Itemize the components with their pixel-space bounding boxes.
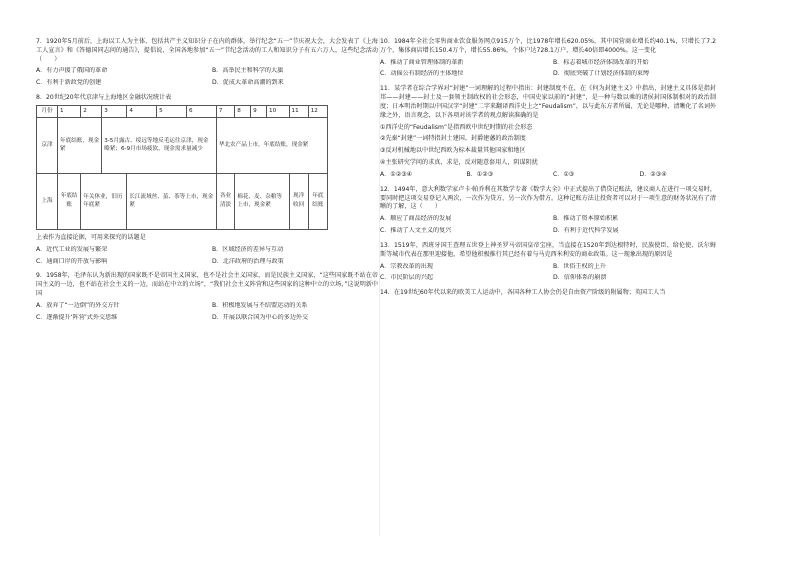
question-9-options: [36, 302, 378, 323]
option-a: A．顺应了商品经济的发展: [380, 215, 452, 223]
question-14: [380, 289, 716, 298]
question-7-stem: 7．1920年5月前后，上海以工人为主体，包括共产主义知识分子在内的群体，举行纪念“五一”节庆祝大会，大会发表了《上海工人宣言》和《答德国同志问的通告》，提倡说，全国各地参加“五一”节纪念活动的工人和知识分子有五六万人，这些纪念活动（ ）: [36, 38, 378, 63]
option-a: A．有力声援了俄国的革命: [36, 67, 108, 75]
month-cell: 3: [102, 105, 127, 117]
statement-1: ①西洋史的“Feudalism”是指西欧中世纪时期的社会形态: [380, 123, 533, 131]
option-b: B．积极地发展与不结盟运动的关系: [212, 301, 308, 309]
month-cell: 8: [235, 105, 251, 117]
month-cell: 5: [157, 105, 187, 117]
question-9: [36, 272, 378, 322]
question-10-options: [380, 59, 716, 80]
table-cell: 年底结账: [58, 173, 81, 229]
month-cell: 1: [58, 105, 81, 117]
table-row-shanghai: [37, 173, 328, 229]
option-c: C．逐渐提升‘阵营’式外交思维: [36, 313, 118, 321]
month-cell: 6: [187, 105, 217, 117]
option-b: B．推动了资本原始积累: [553, 215, 619, 223]
right-column: [380, 38, 716, 300]
option-b: B．区域经济的差异与互动: [212, 245, 284, 253]
option-a: A．近代工业的发展与繁荣: [36, 245, 108, 253]
option-c: C．市民阶层的兴起: [380, 274, 434, 282]
option-a: A．①②③④: [380, 170, 413, 178]
statement-2: ②先秦“封建”一词特指封土建国、封爵建藩的政治制度: [380, 135, 526, 143]
left-column: [36, 38, 378, 329]
option-c: C．有利于新政党的创建: [36, 79, 102, 87]
option-c: C．①③: [553, 170, 575, 178]
table-row-jingjin: [37, 117, 328, 173]
question-10-stem: 10．1984年全社会零售商业饮食服务网点915万个，比1978年增长620.05%，其中国营商业增长约40.1%，只增长了7.2万个，集体商店增长150.4万个，增长55.86%，个体户达728.1万户，增长40倍即4000%。这一变化: [380, 38, 716, 54]
option-d: D．开展以联合国为中心的多边外交: [212, 313, 309, 321]
option-d: D．信仰体系的崩溃: [553, 274, 607, 282]
month-cell: 2: [81, 105, 102, 117]
option-d: D．促成大革命高潮的到来: [212, 79, 284, 87]
month-cell: 9: [251, 105, 267, 117]
table-cell: 3-5月露古、绥远等地反毛运往京津，现金略紧；6-9月市场疲软，现金需求量减少: [102, 117, 217, 173]
statement-4: ④主张研究学问的求真、求是，反对随意套用人，阴谋阴扰: [380, 159, 538, 167]
table-cell: 棉花、麦、杂粮等上市，现金紧: [235, 173, 289, 229]
question-10: [380, 38, 716, 79]
table-cell: 长江流域丝、茧、茶等上市，现金紧: [127, 173, 217, 229]
option-a: A．放弃了“一边倒”的外交方针: [36, 301, 120, 309]
question-11-options: [380, 171, 716, 180]
option-c: C．推动了人文主义的复兴: [380, 227, 452, 235]
option-b: B．世俗王权的上升: [553, 262, 606, 270]
question-13: [380, 242, 716, 283]
table-cell: 现洋收回: [289, 173, 308, 229]
option-c: C．动摇公有制经济的主体地位: [380, 70, 464, 78]
question-11-stem: 11．某学者在综合学界对“封建”一词理解的过程中指出：封建制度不在，在《何为封建主义》中指出，封建主义具体是指封邦——封建——封土及一套领主制政权的社会形态，中国史家以前的“封建”，是一种与数以乘的诸侯封国体制相对的政治制度；日本明治时期以中国汉字“封建”二字来翻译西洋史上之“Feudalism”，以与此东方者所属，无论是哪种，清晰化了名词外缘之外，语言观念，以下各项对该学者的观点解读准确的是: [380, 85, 717, 119]
option-b: B．高举民主和科学的大旗: [212, 67, 284, 75]
month-cell: 12: [308, 105, 327, 117]
option-c: C．通商口岸的开放与影响: [36, 257, 108, 265]
option-b: B．①②③: [466, 170, 494, 178]
row-label-shanghai: 上海: [37, 173, 58, 229]
month-cell: 11: [289, 105, 308, 117]
table-cell: 华北农产品上市，年底结账，现金紧: [216, 117, 327, 173]
question-7-options: [36, 67, 378, 88]
question-14-stem: 14．在19世纪60年代以来的欧美工人运动中，各国各种工人协会仍是自由资产阶级的附属物；英国工人当: [380, 289, 666, 297]
row-label-jingjin: 京津: [37, 117, 58, 173]
option-d: D．彻底突破了计划经济体制的束缚: [553, 70, 650, 78]
question-12-options: [380, 215, 716, 236]
option-d: D．有利于近代科学发展: [553, 227, 619, 235]
month-cell: 10: [267, 105, 290, 117]
question-11: [380, 85, 716, 179]
table-cell: 年底结账，现金紧: [58, 117, 102, 173]
month-label: 月份: [37, 105, 58, 117]
option-a: A．宗教改革的出现: [380, 262, 433, 270]
question-7: [36, 38, 378, 88]
question-12-stem: 12．1494年，意大利数学家卢卡·帕乔利在其数学专著《数学大全》中正式提出了借贷记账法，建议商人在进行一项交易时，要同时把这项交易登记入两次，一次作为贷方，另一次作为借方。这种记账方法让投资者可以对于一项生意的财务状况有了清晰的了解，这（ ）: [380, 185, 716, 211]
question-8-options: [36, 246, 378, 267]
option-d: D．北洋政府的治理与政策: [212, 257, 284, 265]
table-cell: 年底结账: [308, 173, 327, 229]
question-13-stem: 13．1519年，西班牙国王查理五世登上神圣罗马帝国皇帝宝座，当直接在1520年到达根特时，民族使臣、给伦使、沃尔姆斯等城市代表在那里迎接他，希望他积极推行其已经有着与马克西米利安的商业政策。这一现象出现的原因是: [380, 241, 716, 258]
option-b: B．标志着城市经济体制改革的开始: [553, 58, 649, 66]
option-d: D．②③④: [639, 170, 667, 178]
question-9-stem: 9．1958年，毛泽东认为新出现的国家既不是帝国主义国家，也不是社会主义国家，而是民族主义国家，“这些国家既不站在帝国主义的一边，也不站在社会主义的一边，而站在中立的立场”，“我们社会主义阵营和这些国家的这种中立的立场，”这说明新中国: [36, 272, 378, 298]
question-8: [36, 94, 378, 266]
table-cell: 年关休业，旧历年底紧: [81, 173, 127, 229]
option-a: A．推动了商业管理体制的革新: [380, 58, 464, 66]
month-cell: 7: [216, 105, 234, 117]
table-header-row: [37, 105, 328, 117]
month-cell: 4: [127, 105, 157, 117]
question-13-options: [380, 263, 716, 284]
statement-3: ③反对机械地以中世纪西欧为标本裁量其他国家和地区: [380, 147, 526, 155]
question-8-stem: 8．20世纪20年代京津与上海地区金融状况统计表: [36, 94, 172, 102]
question-12: [380, 186, 716, 236]
question-8-prompt: 上表作为直接论据，可用来探究的话题是: [36, 233, 146, 241]
finance-table: [36, 105, 328, 230]
table-cell: 各业清淡: [216, 173, 234, 229]
